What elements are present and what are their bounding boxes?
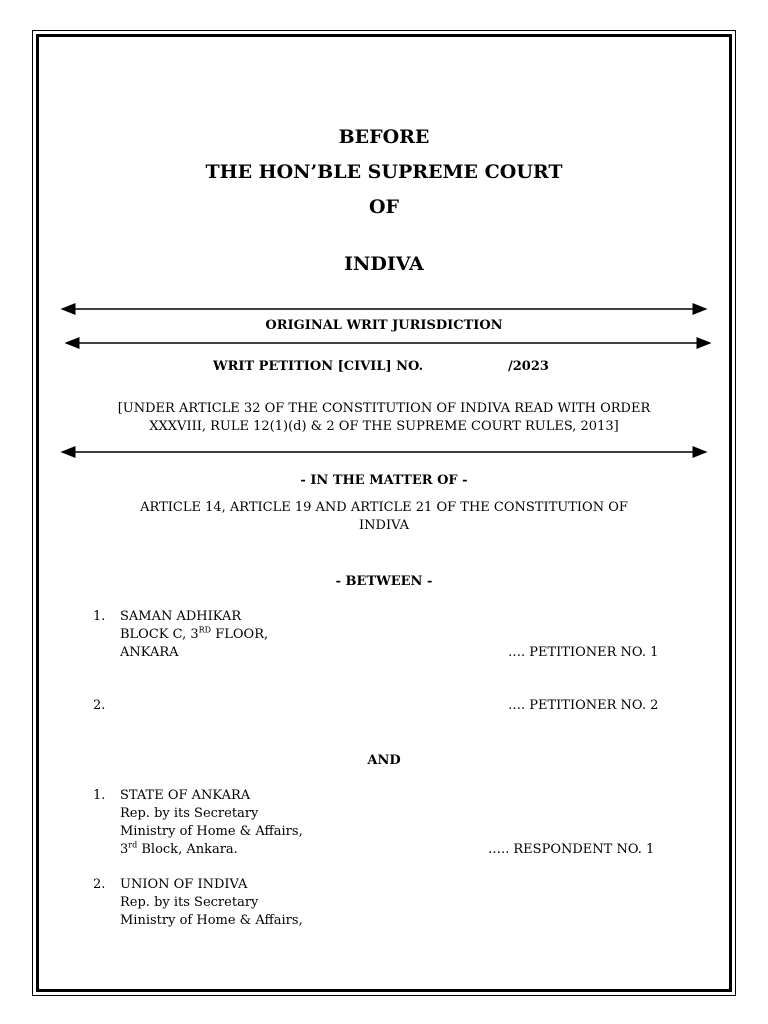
respondent-2-line-3: Ministry of Home & Affairs,	[120, 913, 303, 928]
petitioner-1-address-2: ANKARA	[120, 645, 179, 660]
respondent-1-line-4: 3rd Block, Ankara.	[120, 840, 238, 857]
respondent-1-name: STATE OF ANKARA	[120, 788, 251, 803]
petitioner-1-address-1: BLOCK C, 3RD FLOOR,	[120, 625, 269, 642]
and-heading: AND	[367, 753, 401, 768]
respondent-1-line-2: Rep. by its Secretary	[120, 806, 259, 821]
respondent-2-number: 2.	[93, 877, 106, 892]
matter-line-1: ARTICLE 14, ARTICLE 19 AND ARTICLE 21 OF THE CONSTITUTION OF	[140, 500, 628, 515]
heading-court: THE HON’BLE SUPREME COURT	[205, 161, 563, 183]
heading-of: OF	[368, 196, 400, 218]
petition-number-label: WRIT PETITION [CIVIL] NO.	[213, 359, 424, 374]
matter-heading: - IN THE MATTER OF -	[300, 473, 468, 488]
respondent-2-line-2: Rep. by its Secretary	[120, 895, 259, 910]
petitioner-1-role: …. PETITIONER NO. 1	[508, 645, 659, 660]
respondent-1-number: 1.	[93, 788, 106, 803]
respondent-2-name: UNION OF INDIVA	[120, 877, 248, 892]
respondent-1-line-3: Ministry of Home & Affairs,	[120, 824, 303, 839]
heading-before: BEFORE	[338, 126, 430, 148]
heading-country: INDIVA	[344, 253, 424, 275]
matter-line-2: INDIVA	[359, 518, 409, 533]
petitioner-2-role: …. PETITIONER NO. 2	[508, 698, 659, 713]
under-article-line-1: [UNDER ARTICLE 32 OF THE CONSTITUTION OF INDIVA READ WITH ORDER	[117, 401, 651, 416]
petitioner-1-name: SAMAN ADHIKAR	[120, 609, 242, 624]
respondent-1-role: ….. RESPONDENT NO. 1	[488, 842, 655, 857]
petitioner-1-number: 1.	[93, 609, 106, 624]
jurisdiction-title: ORIGINAL WRIT JURISDICTION	[265, 318, 503, 333]
petitioner-2-number: 2.	[93, 698, 106, 713]
between-heading: - BETWEEN -	[335, 574, 433, 589]
petition-year: /2023	[508, 359, 549, 374]
under-article-line-2: XXXVIII, RULE 12(1)(d) & 2 OF THE SUPREME COURT RULES, 2013]	[149, 419, 619, 434]
